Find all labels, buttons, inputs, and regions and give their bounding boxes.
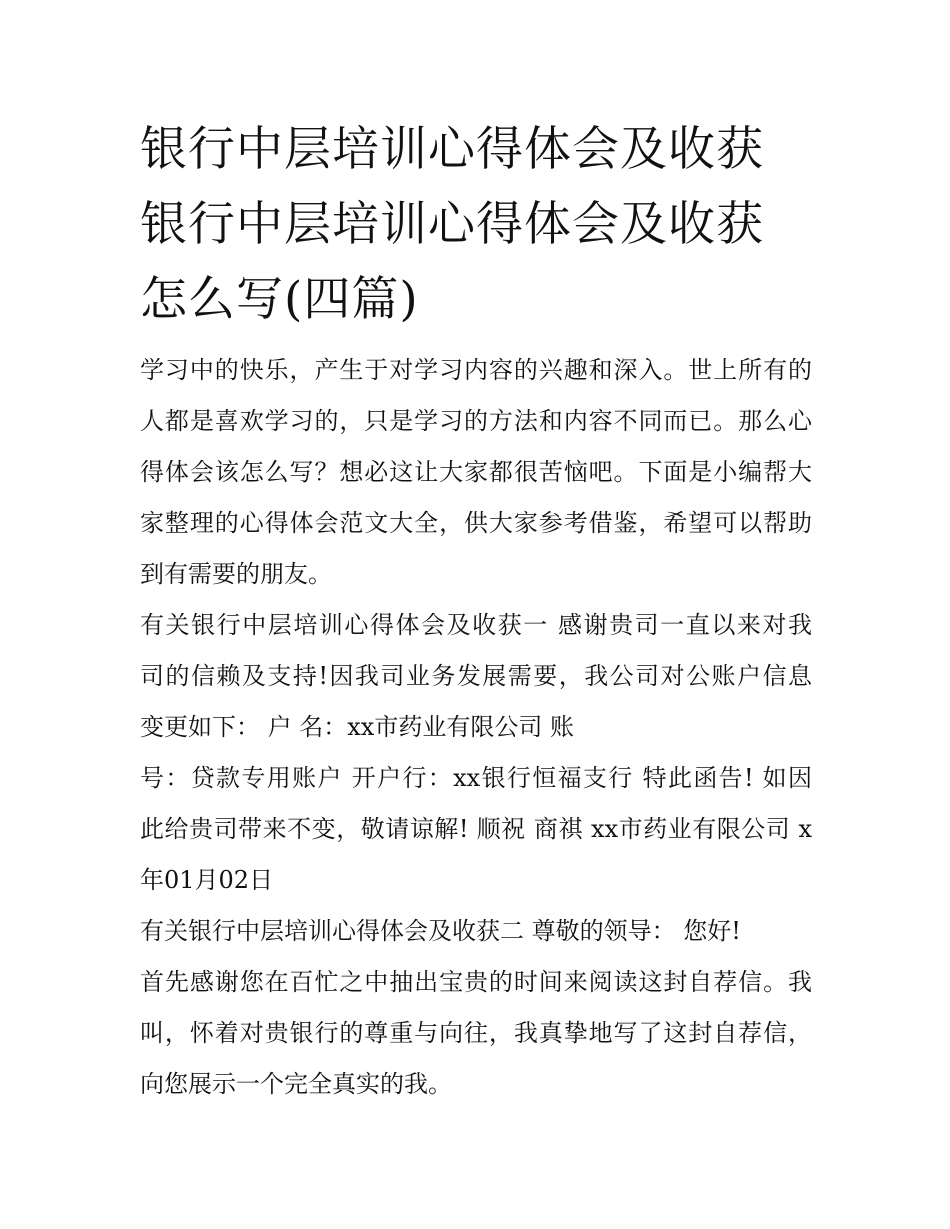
section-two-heading-paragraph xyxy=(140,906,812,957)
text-line: 家整理的心得体会范文大全，供大家参考借鉴，希望可以帮助 xyxy=(140,509,812,537)
text-line: 首先感谢您在百忙之中抽出宝贵的时间来阅读这封自荐信。我 xyxy=(140,968,812,996)
text-line: 年01月02日 xyxy=(140,866,274,894)
text-line: 司的信赖及支持!因我司业务发展需要，我公司对公账户信息 xyxy=(140,662,812,690)
text-line: 向您展示一个完全真实的我。 xyxy=(140,1070,452,1098)
text-line: 变更如下： 户 名：xx市药业有限公司 账 xyxy=(140,713,574,741)
document-title xyxy=(140,112,812,337)
text-line: 此给贵司带来不变，敬请谅解! 顺祝 商祺 xx市药业有限公司 x xyxy=(140,815,812,843)
section-two-body-paragraph xyxy=(140,957,812,1110)
text-line: 到有需要的朋友。 xyxy=(140,560,332,588)
document-page xyxy=(140,112,812,1110)
text-line: 学习中的快乐，产生于对学习内容的兴趣和深入。世上所有的 xyxy=(140,356,812,384)
text-line: 号：贷款专用账户 开户行：xx银行恒福支行 特此函告! 如因 xyxy=(140,764,812,792)
text-line: 有关银行中层培训心得体会及收获二 尊敬的领导： 您好! xyxy=(140,917,741,945)
title-line-1: 银行中层培训心得体会及收获 xyxy=(140,122,764,177)
title-line-3: 怎么写(四篇) xyxy=(140,272,419,327)
text-line: 叫，怀着对贵银行的尊重与向往，我真挚地写了这封自荐信， xyxy=(140,1019,812,1047)
text-line: 有关银行中层培训心得体会及收获一 感谢贵司一直以来对我 xyxy=(140,611,812,639)
title-line-2: 银行中层培训心得体会及收获 xyxy=(140,197,764,252)
section-one-paragraph xyxy=(140,600,812,906)
text-line: 人都是喜欢学习的，只是学习的方法和内容不同而已。那么心 xyxy=(140,407,812,435)
text-line: 得体会该怎么写？想必这让大家都很苦恼吧。下面是小编帮大 xyxy=(140,458,812,486)
intro-paragraph xyxy=(140,345,812,600)
